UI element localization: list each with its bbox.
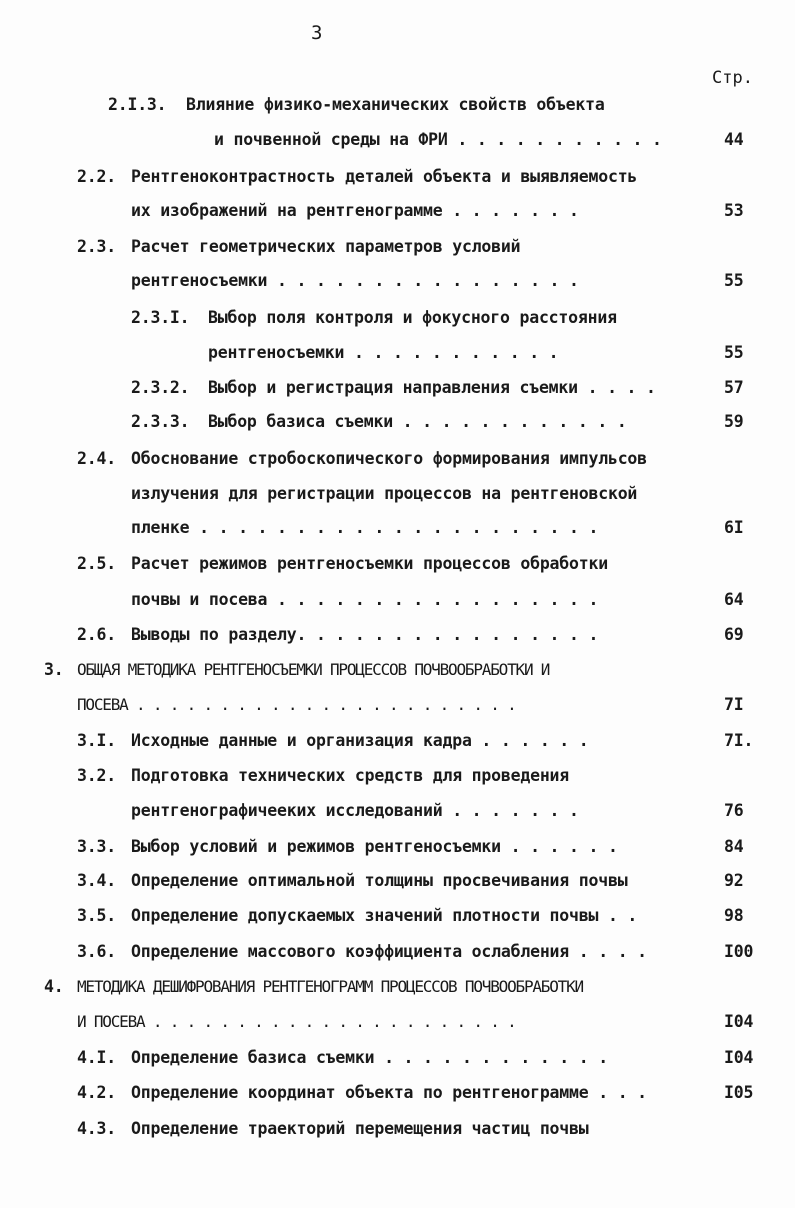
toc-number: 2.I.3. [108, 95, 167, 114]
toc-number: 3.4. [77, 871, 116, 890]
toc-entry [0, 409, 795, 435]
toc-number: 2.4. [77, 449, 116, 468]
toc-title: рентгенографичееких исследований . . . . . . . [131, 801, 579, 820]
toc-page: 92 [724, 871, 744, 890]
toc-entry [0, 1045, 795, 1071]
toc-title: И ПОСЕВА . . . . . . . . . . . . . . . . . . . . . . [77, 1012, 516, 1031]
toc-page: 69 [724, 625, 744, 644]
toc-entry [0, 622, 795, 648]
toc-number: 4.I. [77, 1048, 116, 1067]
toc-title: Расчет режимов рентгеносъемки процессов обработки [131, 554, 608, 573]
toc-number: 3.2. [77, 766, 116, 785]
toc-page: 59 [724, 412, 744, 431]
toc-entry [0, 340, 795, 366]
toc-title: Выбор и регистрация направления съемки . . . . [208, 378, 656, 397]
page-number: 3 [311, 22, 323, 44]
toc-page: I05 [724, 1083, 754, 1102]
toc-entry [0, 834, 795, 860]
toc-title: Обоснование стробоскопического формирования импульсов [131, 449, 647, 468]
toc-entry [0, 939, 795, 965]
toc-number: 4.2. [77, 1083, 116, 1102]
toc-number: 2.6. [77, 625, 116, 644]
toc-page: 64 [724, 590, 744, 609]
toc-title: ПОСЕВА . . . . . . . . . . . . . . . . . . . . . . . [77, 695, 516, 714]
toc-number: 3.3. [77, 837, 116, 856]
toc-title: Определение оптимальной толщины просвечивания почвы [131, 871, 628, 890]
toc-page: 57 [724, 378, 744, 397]
toc-entry [0, 1080, 795, 1106]
toc-page: 98 [724, 906, 744, 925]
toc-title: Выводы по разделу. . . . . . . . . . . . . . . . [131, 625, 599, 644]
toc-number: 3.I. [77, 731, 116, 750]
toc-page: 6I [724, 518, 744, 537]
toc-title: Влияние физико-механических свойств объекта [186, 95, 605, 114]
toc-entry [0, 198, 795, 224]
toc-title: рентгеносъемки . . . . . . . . . . . [208, 343, 559, 362]
toc-page: I00 [724, 942, 754, 961]
toc-page: I04 [724, 1048, 754, 1067]
toc-entry [0, 127, 795, 153]
toc-title: Определение базиса съемки . . . . . . . . . . . . [131, 1048, 608, 1067]
toc-title: Выбор условий и режимов рентгеносъемки . . . . . . [131, 837, 618, 856]
toc-title: Выбор базиса съемки . . . . . . . . . . . . [208, 412, 627, 431]
toc-title: Исходные данные и организация кадра . . . . . . [131, 731, 589, 750]
toc-title: Определение массового коэффициента ослабления . . . . [131, 942, 647, 961]
toc-page: 7I [724, 695, 744, 714]
toc-title: Расчет геометрических параметров условий [131, 237, 521, 256]
toc-number: 3.5. [77, 906, 116, 925]
toc-number: 2.3.3. [131, 412, 190, 431]
toc-entry [0, 375, 795, 401]
toc-number: 2.5. [77, 554, 116, 573]
toc-title: Выбор поля контроля и фокусного расстояния [208, 308, 617, 327]
page-column-header: Стр. [712, 68, 753, 88]
toc-number: 4.3. [77, 1119, 116, 1138]
toc-page: 7I. [724, 731, 754, 750]
toc-entry [0, 692, 795, 718]
toc-number: 3.6. [77, 942, 116, 961]
toc-page: 53 [724, 201, 744, 220]
toc-number: 2.3. [77, 237, 116, 256]
toc-entry [0, 798, 795, 824]
toc-title: Определение координат объекта по рентгенограмме . . . [131, 1083, 647, 1102]
toc-title: и почвенной среды на ФРИ . . . . . . . . . . . [214, 130, 662, 149]
toc-title: почвы и посева . . . . . . . . . . . . . . . . . [131, 590, 599, 609]
toc-page: 55 [724, 271, 744, 290]
toc-title: излучения для регистрации процессов на рентгеновской [131, 484, 638, 503]
toc-entry [0, 728, 795, 754]
toc-entry [0, 515, 795, 541]
toc-page: 84 [724, 837, 744, 856]
toc-number: 2.3.2. [131, 378, 190, 397]
toc-entry [0, 587, 795, 613]
toc-number: 2.3.I. [131, 308, 190, 327]
toc-title: Определение допускаемых значений плотности почвы . . [131, 906, 638, 925]
toc-number: 2.2. [77, 167, 116, 186]
toc-number: 3. [44, 660, 64, 679]
toc-title: МЕТОДИКА ДЕШИФРОВАНИЯ РЕНТГЕНОГРАММ ПРОЦЕССОВ ПОЧВООБРАБОТКИ [77, 977, 583, 996]
toc-entry [0, 268, 795, 294]
toc-title: Рентгеноконтрастность деталей объекта и выявляемость [131, 167, 638, 186]
toc-entry [0, 1009, 795, 1035]
toc-title: Подготовка технических средств для проведения [131, 766, 570, 785]
toc-entry [0, 868, 795, 894]
toc-page: 44 [724, 130, 744, 149]
toc-title: их изображений на рентгенограмме . . . . . . . [131, 201, 579, 220]
toc-number: 4. [44, 977, 64, 996]
toc-title: рентгеносъемки . . . . . . . . . . . . . . . . [131, 271, 579, 290]
toc-entry [0, 903, 795, 929]
toc-page: 55 [724, 343, 744, 362]
toc-title: ОБЩАЯ МЕТОДИКА РЕНТГЕНОСЪЕМКИ ПРОЦЕССОВ ПОЧВООБРАБОТКИ И [77, 660, 550, 679]
toc-title: Определение траекторий перемещения частиц почвы [131, 1119, 589, 1138]
toc-title: пленке . . . . . . . . . . . . . . . . . . . . . [131, 518, 599, 537]
toc-page: I04 [724, 1012, 754, 1031]
toc-page: 76 [724, 801, 744, 820]
